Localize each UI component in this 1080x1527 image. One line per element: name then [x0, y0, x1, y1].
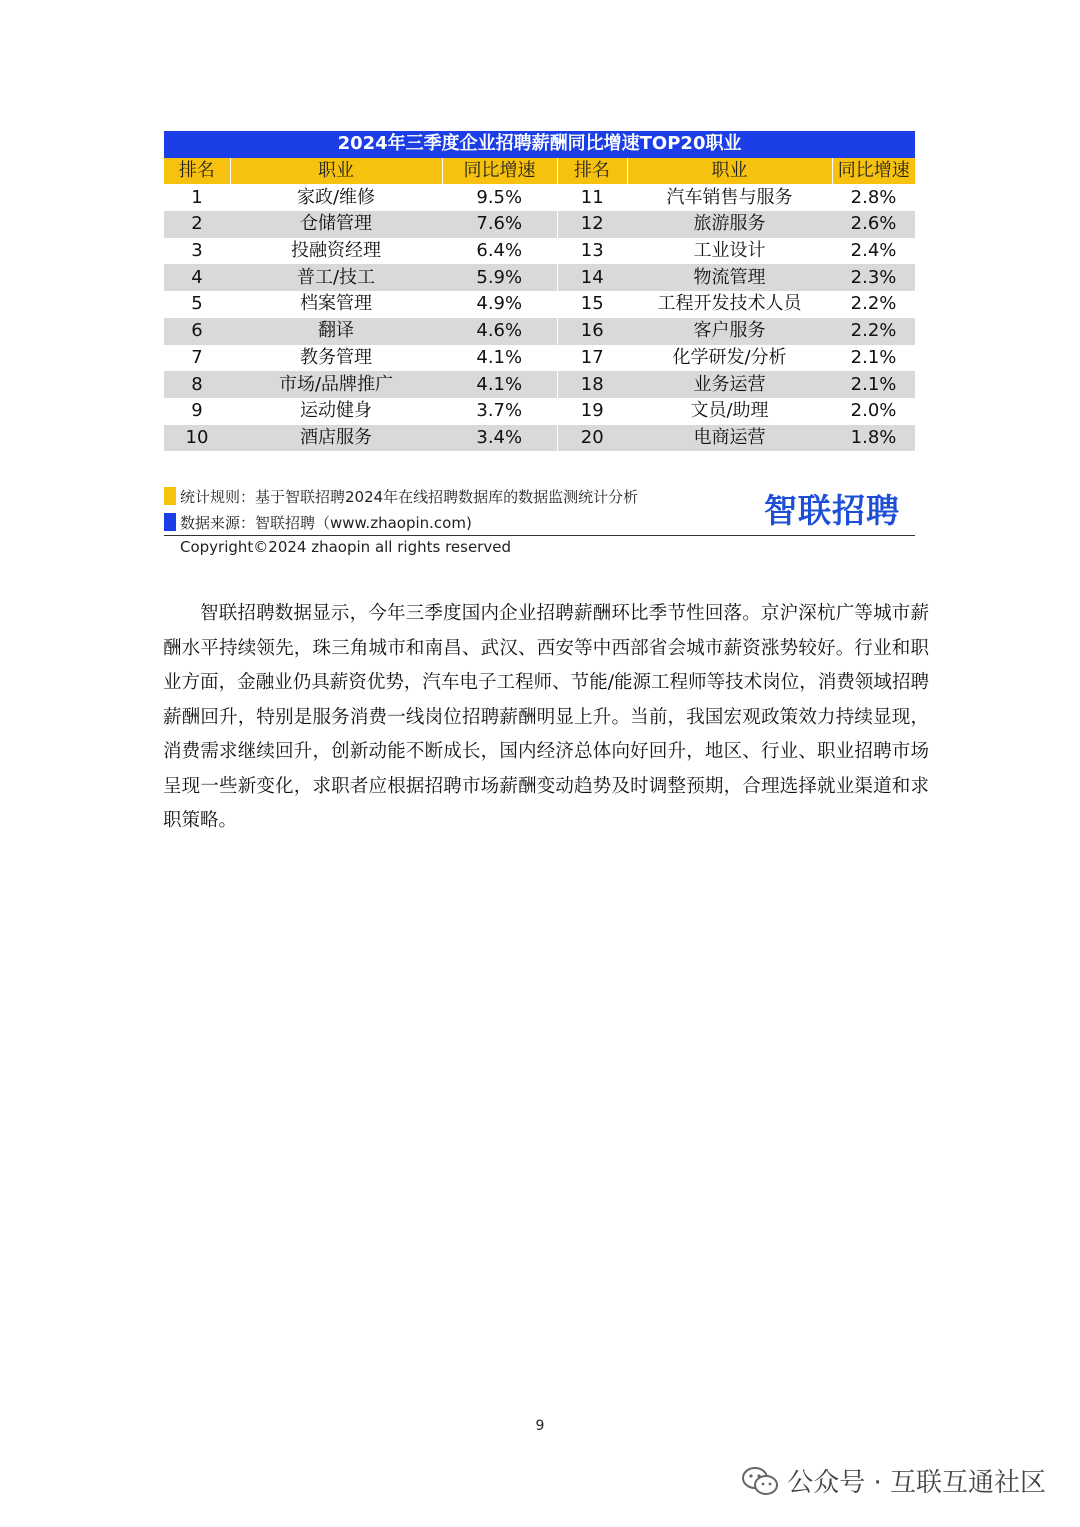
table-cell: 1.8%	[832, 425, 915, 452]
table-cell: 4.9%	[442, 291, 557, 318]
header-growth: 同比增速	[832, 158, 915, 185]
table-cell: 普工/技工	[230, 264, 442, 291]
table-cell: 19	[557, 398, 627, 425]
header-occupation: 职业	[627, 158, 832, 185]
table-row	[164, 184, 915, 211]
table-row	[164, 425, 915, 452]
table-cell: 8	[164, 371, 230, 398]
table-cell: 17	[557, 345, 627, 372]
table-cell: 翻译	[230, 318, 442, 345]
salary-growth-table	[164, 131, 915, 451]
table-row	[164, 318, 915, 345]
table-cell: 4.6%	[442, 318, 557, 345]
table-cell: 6.4%	[442, 238, 557, 265]
table-cell: 7	[164, 345, 230, 372]
header-occupation: 职业	[230, 158, 442, 185]
watermark-text: 公众号 · 互联互通社区	[787, 1468, 1046, 1498]
table-cell: 1	[164, 184, 230, 211]
table-cell: 9	[164, 398, 230, 425]
table-cell: 4.1%	[442, 345, 557, 372]
table-cell: 市场/品牌推广	[230, 371, 442, 398]
table-cell: 5	[164, 291, 230, 318]
table-cell: 20	[557, 425, 627, 452]
table-cell: 投融资经理	[230, 238, 442, 265]
table-cell: 10	[164, 425, 230, 452]
table-cell: 运动健身	[230, 398, 442, 425]
table-cell: 汽车销售与服务	[627, 184, 832, 211]
table-cell: 2.8%	[832, 184, 915, 211]
table-row	[164, 291, 915, 318]
blue-swatch-icon	[164, 513, 176, 531]
table-cell: 家政/维修	[230, 184, 442, 211]
copyright-text: Copyright©2024 zhaopin all rights reserved	[180, 538, 511, 556]
divider	[164, 535, 915, 536]
table-row	[164, 238, 915, 265]
table-cell: 6	[164, 318, 230, 345]
table-cell: 14	[557, 264, 627, 291]
table-cell: 9.5%	[442, 184, 557, 211]
table-cell: 11	[557, 184, 627, 211]
body-paragraph: 智联招聘数据显示，今年三季度国内企业招聘薪酬环比季节性回落。京沪深杭广等城市薪酬水平持续领先，珠三角城市和南昌、武汉、西安等中西部省会城市薪资涨势较好。行业和职业方面，金融业仍具薪资优势，汽车电子工程师、节能/能源工程师等技术岗位，消费领域招聘薪酬回升，特别是服务消费一线岗位招聘薪酬明显上升。当前，我国宏观政策效力持续显现，消费需求继续回升，创新动能不断成长，国内经济总体向好回升，地区、行业、职业招聘市场呈现一些新变化，求职者应根据招聘市场薪酬变动趋势及时调整预期，合理选择就业渠道和求职策略。	[163, 603, 929, 831]
table-cell: 文员/助理	[627, 398, 832, 425]
table-cell: 15	[557, 291, 627, 318]
table-row	[164, 264, 915, 291]
header-rank: 排名	[557, 158, 627, 185]
table-cell: 4.1%	[442, 371, 557, 398]
table-row	[164, 345, 915, 372]
table-cell: 仓储管理	[230, 211, 442, 238]
table-cell: 酒店服务	[230, 425, 442, 452]
table-cell: 2.2%	[832, 291, 915, 318]
legend-source-text: 数据来源：智联招聘（www.zhaopin.com)	[180, 513, 472, 532]
table-cell: 2.1%	[832, 345, 915, 372]
table-cell: 电商运营	[627, 425, 832, 452]
gold-swatch-icon	[164, 487, 176, 505]
header-growth: 同比增速	[442, 158, 557, 185]
table-row	[164, 371, 915, 398]
table-row	[164, 398, 915, 425]
table-cell: 18	[557, 371, 627, 398]
table-cell: 2.6%	[832, 211, 915, 238]
table-cell: 5.9%	[442, 264, 557, 291]
table-legend	[164, 483, 915, 535]
table-cell: 16	[557, 318, 627, 345]
table-cell: 旅游服务	[627, 211, 832, 238]
zhaopin-logo: 智联招聘	[764, 491, 900, 530]
table-cell: 2.0%	[832, 398, 915, 425]
wechat-icon	[741, 1466, 779, 1496]
header-rank: 排名	[164, 158, 230, 185]
salary-growth-table-container	[164, 131, 915, 451]
wechat-watermark	[741, 1462, 1046, 1499]
table-cell: 7.6%	[442, 211, 557, 238]
table-header-row	[164, 158, 915, 185]
table-cell: 2.4%	[832, 238, 915, 265]
table-cell: 业务运营	[627, 371, 832, 398]
table-cell: 化学研发/分析	[627, 345, 832, 372]
table-cell: 4	[164, 264, 230, 291]
table-cell: 工程开发技术人员	[627, 291, 832, 318]
table-cell: 2	[164, 211, 230, 238]
table-cell: 2.2%	[832, 318, 915, 345]
table-cell: 客户服务	[627, 318, 832, 345]
table-cell: 13	[557, 238, 627, 265]
table-title: 2024年三季度企业招聘薪酬同比增速TOP20职业	[164, 131, 915, 158]
table-cell: 12	[557, 211, 627, 238]
table-row	[164, 211, 915, 238]
legend-rule-text: 统计规则：基于智联招聘2024年在线招聘数据库的数据监测统计分析	[180, 487, 639, 506]
table-cell: 教务管理	[230, 345, 442, 372]
table-cell: 物流管理	[627, 264, 832, 291]
table-cell: 3.4%	[442, 425, 557, 452]
page-number: 9	[535, 1418, 545, 1434]
table-cell: 2.1%	[832, 371, 915, 398]
table-cell: 3	[164, 238, 230, 265]
table-cell: 2.3%	[832, 264, 915, 291]
table-cell: 3.7%	[442, 398, 557, 425]
table-cell: 档案管理	[230, 291, 442, 318]
table-cell: 工业设计	[627, 238, 832, 265]
